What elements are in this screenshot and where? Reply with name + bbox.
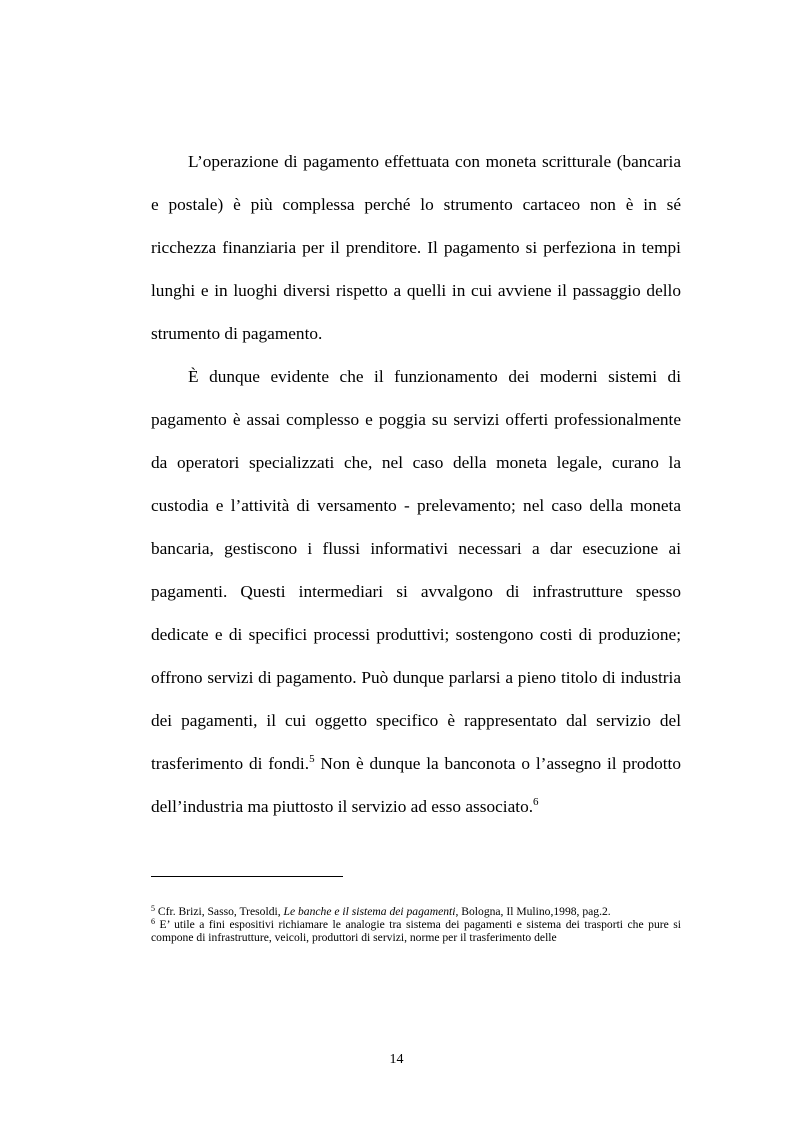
paragraph-2-text-b: Non è dunque la banconota o l’assegno il prodotto dell’industria ma piuttosto il servizio ad esso associato. — [151, 754, 682, 816]
footnote-6 — [151, 918, 681, 944]
footnote-5-title: Le banche e il sistema dei pagamenti — [283, 905, 456, 918]
body-text — [151, 140, 681, 828]
footnote-ref-6[interactable]: 6 — [533, 796, 539, 808]
paragraph-1 — [151, 140, 681, 355]
paragraph-2-text-a: È dunque evidente che il funzionamento dei moderni sistemi di pagamento è assai complesso e poggia su servizi offerti professionalmente da operatori specializzati che, nel caso della moneta legale, curano la custodia e l’attività di versamento - prelevamento; nel caso della moneta bancaria, gestiscono i flussi informativi necessari a dar esecuzione ai pagamenti. Questi intermediari si avvalgono di infrastrutture spesso dedicate e di specifici processi produttivi; sostengono costi di produzione; offrono servizi di pagamento. Può dunque parlarsi a pieno titolo di industria dei pagamenti, il cui oggetto specifico è rappresentato dal servizio del trasferimento di fondi. — [151, 367, 681, 773]
footnotes — [151, 905, 681, 944]
paragraph-2 — [151, 355, 681, 828]
footnote-6-number: 6 — [151, 917, 155, 926]
footnote-ref-5[interactable]: 5 — [309, 753, 315, 765]
paragraph-1-text: L’operazione di pagamento effettuata con moneta scritturale (bancaria e postale) è più complessa perché lo strumento cartaceo non è in sé ricchezza finanziaria per il prenditore. Il pagamento si perfeziona in tempi lunghi e in luoghi diversi rispetto a quelli in cui avviene il passaggio dello strumento di pagamento. — [151, 152, 681, 343]
footnote-5-post: , Bologna, Il Mulino,1998, pag.2. — [455, 905, 611, 918]
footnote-5 — [151, 905, 681, 918]
footnote-divider — [151, 876, 343, 877]
page-number: 14 — [389, 1052, 404, 1067]
footnote-5-number: 5 — [151, 904, 155, 913]
footnote-5-pre: Cfr. Brizi, Sasso, Tresoldi, — [155, 905, 284, 918]
footnote-6-text: E’ utile a fini espositivi richiamare le analogie tra sistema dei pagamenti e sistema dei trasporti che pure si compone di infrastrutture, veicoli, produttori di servizi, norme per il trasferimento delle — [151, 918, 681, 944]
